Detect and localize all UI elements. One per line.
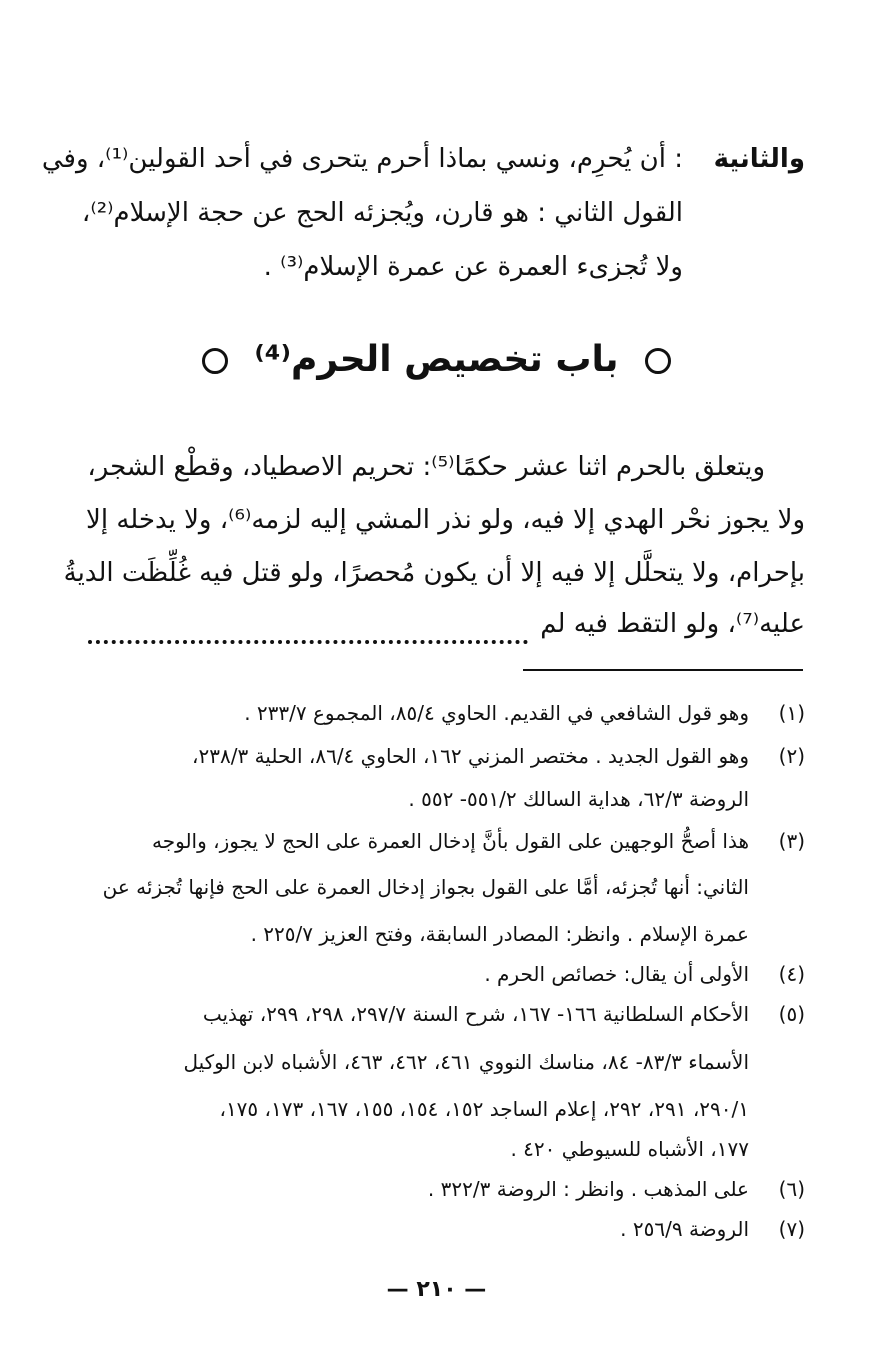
- page-number: — ٢١٠ —: [386, 1277, 487, 1302]
- continuation-dots: [88, 604, 528, 644]
- footnote-3-continuation: الثاني: أنها تُجزئه، أمَّا على القول بجواز إدخال العمرة على الحج فإنها تُجزئه عن: [102, 875, 749, 899]
- footnote-5: [80, 995, 805, 1033]
- paragraph1-line3: ولا تُجزىء العمرة عن عمرة الإسلام⁽³⁾ .: [263, 252, 683, 282]
- footnote-number: (٦): [778, 1177, 805, 1201]
- paragraph2-line3: بإحرام، ولا يتحلَّل إلا فيه إلا أن يكون مُحصرًا، ولو قتل فيه غُلِّظَت الديةُ: [63, 558, 805, 588]
- paragraph1-line1: : أن يُحرِم، ونسي بماذا أحرم يتحرى في أحد القولين⁽¹⁾، وفي: [41, 144, 683, 174]
- footnote-1: [80, 694, 805, 732]
- footnote-text: الروضة ٢٥٦/٩ .: [620, 1217, 749, 1241]
- circle-ornament-icon: [645, 348, 671, 374]
- footnote-divider: [523, 669, 803, 671]
- footnote-number: (١): [778, 701, 805, 725]
- paragraph2-line1: ويتعلق بالحرم اثنا عشر حكمًا⁽⁵⁾: تحريم الاصطياد، وقطْع الشجر،: [87, 452, 765, 482]
- footnote-text: الأولى أن يقال: خصائص الحرم .: [484, 962, 749, 986]
- footnote-5-continuation: الأسماء ٨٣/٣- ٨٤، مناسك النووي ٤٦١، ٤٦٢، ٤٦٣، الأشباه لابن الوكيل: [183, 1050, 749, 1074]
- footnote-5-continuation: ٢٩٠/١، ٢٩١، ٢٩٢، إعلام الساجد ١٥٢، ١٥٤، ١٥٥، ١٦٧، ١٧٣، ١٧٥،: [219, 1097, 749, 1121]
- footnote-number: (٥): [778, 1002, 805, 1026]
- footnote-2-continuation: الروضة ٦٢/٣، هداية السالك ٥٥١/٢- ٥٥٢ .: [408, 787, 749, 811]
- footnote-7: [80, 1210, 805, 1248]
- paragraph2-line2: ولا يجوز نحْر الهدي إلا فيه، ولو نذر المشي إليه لزمه⁽⁶⁾، ولا يدخله إلا: [86, 505, 805, 535]
- footnote-text: على المذهب . وانظر : الروضة ٣٢٢/٣ .: [427, 1177, 749, 1201]
- footnote-3: [80, 822, 805, 860]
- footnote-number: (٧): [778, 1217, 805, 1241]
- footnote-2: [80, 737, 805, 775]
- footnote-5-continuation: ١٧٧، الأشباه للسيوطي ٤٢٠ .: [510, 1137, 749, 1161]
- footnote-text: وهو القول الجديد . مختصر المزني ١٦٢، الحاوي ٨٦/٤، الحلية ٢٣٨/٣،: [192, 744, 749, 768]
- footnote-text: هذا أصحُّ الوجهين على القول بأنَّ إدخال العمرة على الحج لا يجوز، والوجه: [152, 829, 749, 853]
- footnote-number: (٤): [778, 962, 805, 986]
- paragraph2-line4: عليه⁽⁷⁾، ولو التقط فيه لم: [540, 609, 805, 639]
- circle-ornament-icon: [202, 348, 228, 374]
- footnote-3-continuation: عمرة الإسلام . وانظر: المصادر السابقة، وفتح العزيز ٢٢٥/٧ .: [250, 922, 749, 946]
- paragraph-label: والثانية: [713, 144, 805, 174]
- footnote-6: [80, 1170, 805, 1208]
- chapter-title: باب تخصيص الحرم⁽⁴⁾: [254, 339, 619, 380]
- paragraph1-line2: القول الثاني : هو قارن، ويُجزئه الحج عن حجة الإسلام⁽²⁾،: [81, 198, 683, 228]
- footnote-text: الأحكام السلطانية ١٦٦- ١٦٧، شرح السنة ٢٩٧/٧، ٢٩٨، ٢٩٩، تهذيب: [202, 1002, 749, 1026]
- footnote-number: (٢): [778, 744, 805, 768]
- footnote-text: وهو قول الشافعي في القديم. الحاوي ٨٥/٤، المجموع ٢٣٣/٧ .: [244, 701, 749, 725]
- chapter-heading: [0, 330, 873, 390]
- footnote-4: [80, 955, 805, 993]
- footnote-number: (٣): [778, 829, 805, 853]
